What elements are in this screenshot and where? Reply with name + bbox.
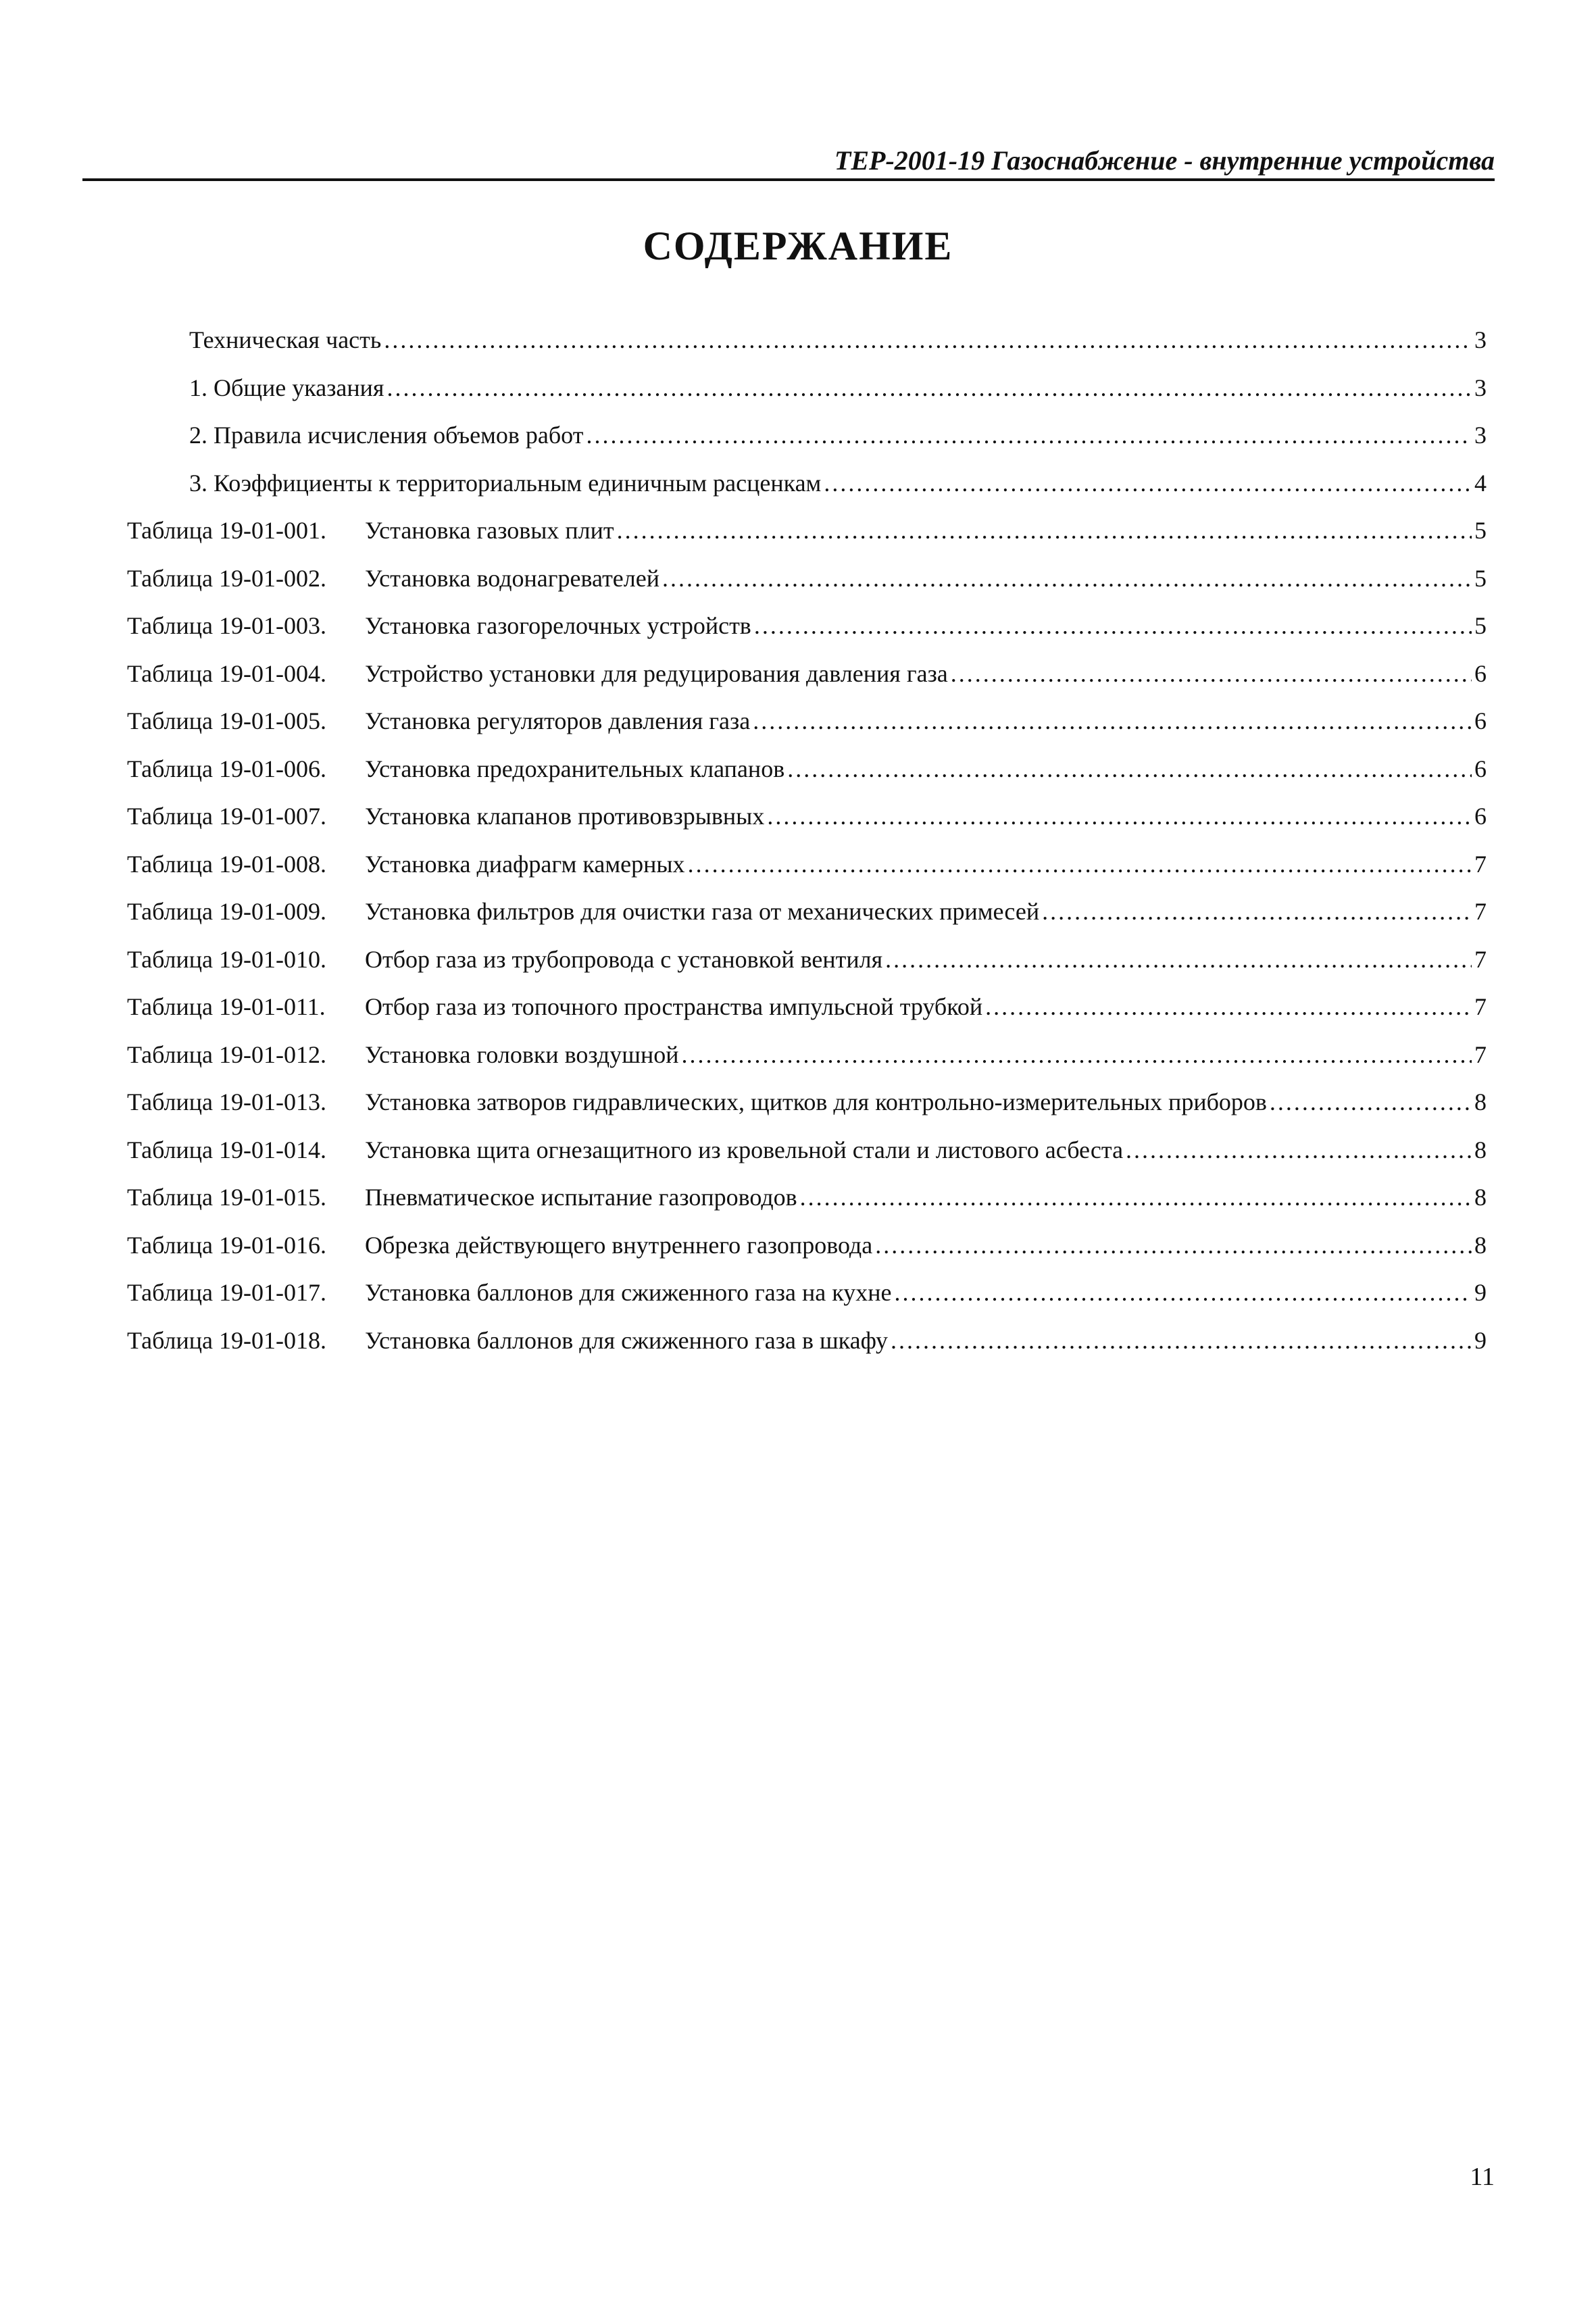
toc-dot-leader [875, 1230, 1472, 1261]
toc-entry-page: 9 [1474, 1326, 1487, 1354]
toc-entry-label: Установка предохранительных клапанов [365, 755, 785, 782]
toc-entry-label: Установка диафрагм камерных [365, 850, 685, 878]
toc-entry-table-number: Таблица 19-01-006. [127, 755, 326, 782]
toc-entry[interactable] [127, 515, 1487, 546]
toc-entry[interactable] [127, 991, 1487, 1022]
toc-entry[interactable] [127, 1086, 1487, 1117]
toc-entry-page: 5 [1474, 612, 1487, 639]
toc-entry[interactable] [127, 896, 1487, 927]
toc-dot-leader [662, 563, 1472, 594]
toc-dot-leader [1042, 896, 1472, 927]
toc-entry-label: Установка баллонов для сжиженного газа на кухне [365, 1279, 892, 1306]
toc-entry-table-number: Таблица 19-01-005. [127, 707, 326, 734]
toc-entry-page: 5 [1474, 564, 1487, 592]
toc-entry-table-number: Таблица 19-01-015. [127, 1184, 326, 1211]
toc-dot-leader [384, 324, 1472, 355]
toc-entry[interactable] [127, 1039, 1487, 1070]
toc-entry-page: 8 [1474, 1136, 1487, 1163]
toc-entry-table-number: Таблица 19-01-008. [127, 850, 326, 878]
toc-entry-table-number: Таблица 19-01-011. [127, 993, 326, 1020]
toc-entry[interactable] [127, 801, 1487, 832]
toc-dot-leader [824, 468, 1472, 499]
toc-dot-leader [688, 849, 1472, 880]
toc-entry-label: Отбор газа из трубопровода с установкой вентиля [365, 945, 883, 973]
toc-entry-page: 4 [1474, 469, 1487, 497]
toc-entry[interactable] [189, 420, 1487, 451]
toc-entry-table-number: Таблица 19-01-014. [127, 1136, 326, 1163]
toc-entry[interactable] [127, 1134, 1487, 1165]
toc-entry-label: Установка баллонов для сжиженного газа в шкафу [365, 1326, 889, 1354]
toc-entry-table-number: Таблица 19-01-016. [127, 1231, 326, 1259]
toc-entry-page: 6 [1474, 659, 1487, 687]
toc-entry-table-number: Таблица 19-01-007. [127, 803, 326, 830]
toc-entry[interactable] [127, 944, 1487, 975]
toc-entry-table-number: Таблица 19-01-013. [127, 1088, 326, 1115]
page-number: 11 [1470, 2163, 1495, 2191]
toc-entry-label: Установка щита огнезащитного из кровельной стали и листового асбеста [365, 1136, 1124, 1163]
toc-entry-page: 7 [1474, 850, 1487, 878]
toc-dot-leader [387, 372, 1472, 403]
running-header: ТЕР-2001-19 Газоснабжение - внутренние устройства [82, 143, 1495, 181]
toc-dot-leader [617, 515, 1472, 546]
toc-entry-label: 1. Общие указания [189, 374, 384, 401]
toc-entry-label: 2. Правила исчисления объемов работ [189, 422, 584, 449]
toc-entry-page: 3 [1474, 326, 1487, 353]
toc-entry-page: 6 [1474, 707, 1487, 734]
toc-entry-label: Пневматическое испытание газопроводов [365, 1184, 797, 1211]
toc-entry[interactable] [189, 468, 1487, 499]
toc-entry-table-number: Таблица 19-01-018. [127, 1326, 326, 1354]
toc-entry-page: 8 [1474, 1184, 1487, 1211]
toc-dot-leader [985, 991, 1472, 1022]
toc-entry-page: 7 [1474, 993, 1487, 1020]
toc-dot-leader [800, 1182, 1472, 1213]
toc-dot-leader [885, 944, 1472, 975]
toc-entry-table-number: Таблица 19-01-004. [127, 659, 326, 687]
toc-entry-page: 6 [1474, 803, 1487, 830]
toc-entry[interactable] [127, 1182, 1487, 1213]
toc-entry-page: 6 [1474, 755, 1487, 782]
toc-entry-table-number: Таблица 19-01-012. [127, 1040, 326, 1068]
toc-entry-table-number: Таблица 19-01-017. [127, 1279, 326, 1306]
toc-entry-table-number: Таблица 19-01-009. [127, 898, 326, 925]
toc-entry-label: Установка водонагревателей [365, 564, 659, 592]
toc-dot-leader [586, 420, 1472, 451]
toc-entry[interactable] [127, 1277, 1487, 1308]
toc-entry-label: 3. Коэффициенты к территориальным единичным расценкам [189, 469, 822, 497]
toc-entry[interactable] [127, 705, 1487, 736]
toc-dot-leader [1270, 1086, 1472, 1117]
toc-entry-table-number: Таблица 19-01-001. [127, 517, 326, 544]
toc-entry[interactable] [127, 753, 1487, 784]
toc-entry-table-number: Таблица 19-01-002. [127, 564, 326, 592]
toc-entry-page: 9 [1474, 1279, 1487, 1306]
toc-entry-label: Установка регуляторов давления газа [365, 707, 751, 734]
toc-dot-leader [753, 705, 1472, 736]
toc-dot-leader [891, 1325, 1472, 1356]
toc-entry[interactable] [127, 658, 1487, 689]
toc-entry-page: 7 [1474, 945, 1487, 973]
toc-entry[interactable] [127, 849, 1487, 880]
toc-entry-label: Отбор газа из топочного пространства импульсной трубкой [365, 993, 983, 1020]
toc-entry-label: Техническая часть [189, 326, 382, 353]
toc-entry-label: Установка головки воздушной [365, 1040, 679, 1068]
toc-entry[interactable] [189, 372, 1487, 403]
toc-entry-table-number: Таблица 19-01-003. [127, 612, 326, 639]
toc-entry-page: 3 [1474, 374, 1487, 401]
toc-entry-label: Установка клапанов противовзрывных [365, 803, 765, 830]
toc-entry[interactable] [127, 563, 1487, 594]
toc-entry-label: Устройство установки для редуцирования давления газа [365, 659, 948, 687]
toc-entry-label: Установка газогорелочных устройств [365, 612, 751, 639]
toc-dot-leader [681, 1039, 1472, 1070]
toc-entry[interactable] [127, 610, 1487, 641]
toc-entry[interactable] [127, 1325, 1487, 1356]
toc-entry-label: Установка газовых плит [365, 517, 614, 544]
toc-dot-leader [1126, 1134, 1472, 1165]
toc-dot-leader [787, 753, 1472, 784]
toc-entry-page: 8 [1474, 1231, 1487, 1259]
toc-entry-page: 8 [1474, 1088, 1487, 1115]
page-title: СОДЕРЖАНИЕ [643, 224, 953, 268]
toc-entry-page: 7 [1474, 1040, 1487, 1068]
toc-entry[interactable] [127, 1230, 1487, 1261]
toc-dot-leader [754, 610, 1472, 641]
toc-entry-page: 5 [1474, 517, 1487, 544]
toc-dot-leader [767, 801, 1472, 832]
toc-entry-page: 7 [1474, 898, 1487, 925]
toc-entry-label: Обрезка действующего внутреннего газопровода [365, 1231, 873, 1259]
toc-dot-leader [951, 658, 1472, 689]
toc-entry-label: Установка фильтров для очистки газа от механических примесей [365, 898, 1040, 925]
toc-entry-page: 3 [1474, 422, 1487, 449]
toc-dot-leader [894, 1277, 1472, 1308]
toc-entry[interactable] [189, 324, 1487, 355]
toc-entry-label: Установка затворов гидравлических, щитков для контрольно-измерительных приборов [365, 1088, 1267, 1115]
toc-entry-table-number: Таблица 19-01-010. [127, 945, 326, 973]
